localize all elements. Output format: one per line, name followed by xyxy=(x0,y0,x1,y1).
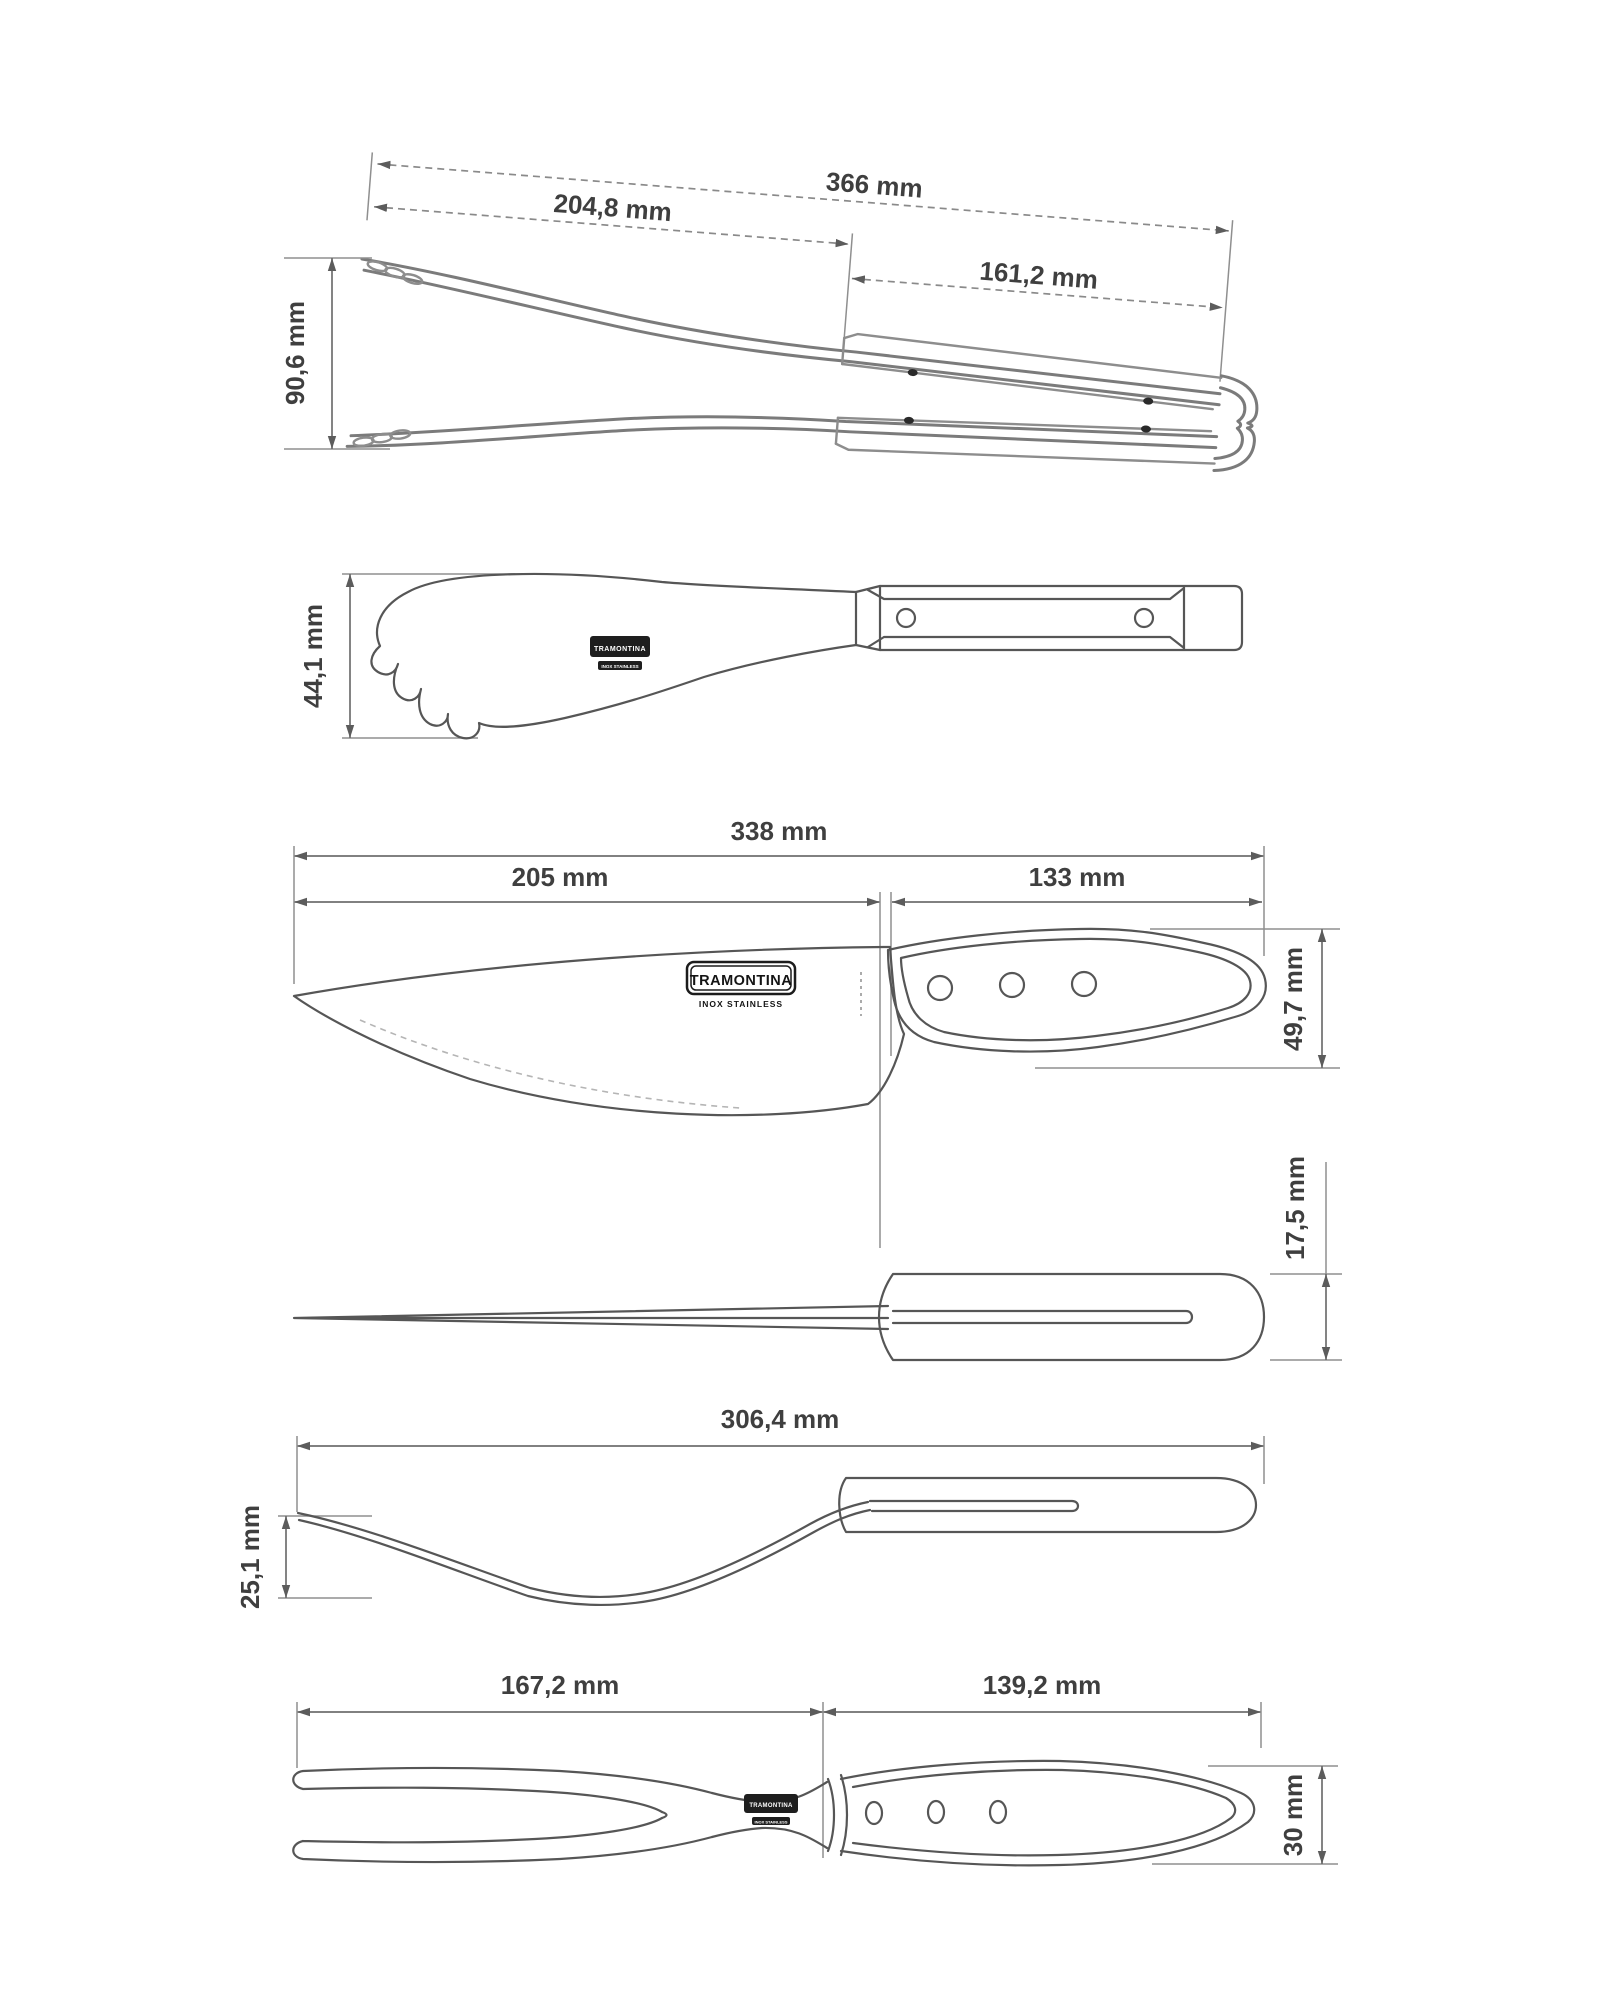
fork-side-handle-outline xyxy=(839,1478,1256,1532)
dim-label-tongs-opening: 90,6 mm xyxy=(280,300,310,406)
handle-rivet xyxy=(928,1801,944,1823)
rivet-dot xyxy=(1141,425,1152,433)
tongs-profile-rotated-group xyxy=(347,130,1273,517)
handle-rivet xyxy=(866,1802,882,1824)
handle-rivet xyxy=(1072,972,1096,996)
knife-spine-figure xyxy=(294,1156,1342,1360)
dim-label-fork-handle: 139,2 mm xyxy=(982,1670,1102,1700)
dim-label-knife-overall: 338 mm xyxy=(730,816,828,846)
fork-side-tang xyxy=(870,1501,1078,1511)
dim-label-tongs-overall: 366 mm xyxy=(824,166,924,204)
hanging-hole xyxy=(897,609,915,627)
blade-logo-text: TRAMONTINA xyxy=(689,973,793,989)
handle-rivet xyxy=(990,1801,1006,1823)
extension-line xyxy=(844,233,852,338)
dim-label-knife-thickness: 17,5 mm xyxy=(1280,1155,1310,1261)
tongs-spring-inner-edge xyxy=(1215,388,1246,461)
fork-handle-inner-outline xyxy=(853,1770,1235,1855)
handle-rivet xyxy=(1000,973,1024,997)
dim-label-fork-curve-depth: 25,1 mm xyxy=(235,1504,265,1610)
brand-stamp-text: TRAMONTINA xyxy=(749,1803,793,1809)
extension-line xyxy=(1220,220,1233,382)
fork-lower-tine xyxy=(293,1818,712,1862)
rivet-dot xyxy=(1143,397,1154,405)
tongs-plan-figure xyxy=(298,574,1242,738)
dimension-line-overall xyxy=(377,164,1228,231)
hanging-hole xyxy=(1135,609,1153,627)
knife-profile-figure xyxy=(294,816,1340,1248)
tongs-profile-figure xyxy=(280,130,1273,517)
blade-logo-subtitle: INOX STAINLESS xyxy=(698,999,784,1009)
brand-stamp-subtitle: INOX STAINLESS xyxy=(601,664,639,669)
brand-stamp-text: TRAMONTINA xyxy=(593,646,647,653)
extension-lines xyxy=(1152,1766,1338,1864)
fork-upper-tine xyxy=(293,1768,712,1812)
dim-label-fork-overall: 306,4 mm xyxy=(720,1404,840,1434)
handle-rivet xyxy=(928,976,952,1000)
fork-tine-crotch xyxy=(662,1812,667,1818)
extension-line xyxy=(367,152,372,220)
dim-label-knife-handle-height: 49,7 mm xyxy=(1278,946,1308,1052)
fork-plan-figure xyxy=(293,1670,1338,1865)
tongs-plan-handle-outline xyxy=(880,586,1242,650)
dim-label-fork-handle-width: 30 mm xyxy=(1278,1773,1308,1857)
extension-lines xyxy=(294,846,1264,1248)
knife-spine-tang xyxy=(893,1311,1192,1323)
fork-side-tine-lower-edge xyxy=(299,1510,870,1605)
extension-lines xyxy=(297,1436,1264,1512)
fork-neck xyxy=(712,1782,827,1848)
knife-spine-blade xyxy=(294,1306,888,1329)
fork-side-figure xyxy=(235,1404,1264,1609)
tongs-bottom-arm-lower-edge xyxy=(347,380,1216,515)
dim-label-tongs-arm: 204,8 mm xyxy=(552,187,673,228)
dim-label-knife-handle: 133 mm xyxy=(1028,862,1126,892)
brand-stamp-subtitle: INOX STAINLESS xyxy=(754,1819,788,1825)
dim-label-knife-blade: 205 mm xyxy=(511,862,609,892)
fork-bolster xyxy=(828,1775,847,1855)
knife-handle-inner-outline xyxy=(901,939,1251,1040)
dim-label-fork-head: 167,2 mm xyxy=(500,1670,620,1700)
knife-edge-shading xyxy=(360,1020,740,1108)
dim-label-tongs-handle: 161,2 mm xyxy=(978,255,1100,295)
knife-spine-handle-outline xyxy=(879,1274,1264,1360)
extension-lines xyxy=(297,1702,1261,1858)
dim-label-tongs-head-width: 44,1 mm xyxy=(298,603,328,709)
